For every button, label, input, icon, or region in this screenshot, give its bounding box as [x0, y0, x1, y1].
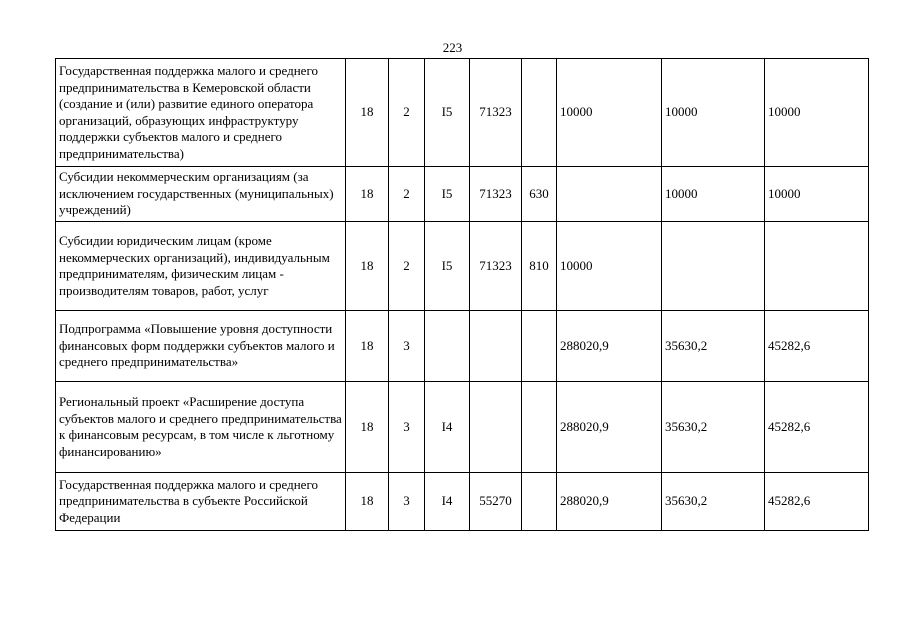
- value-cell: [662, 222, 765, 311]
- code-cell: 630: [522, 167, 557, 222]
- value-cell: 10000: [765, 167, 869, 222]
- code-cell: I5: [425, 59, 470, 167]
- value-cell: 10000: [765, 59, 869, 167]
- value-cell: 288020,9: [557, 473, 662, 531]
- table-row: [56, 473, 869, 531]
- code-cell: I5: [425, 222, 470, 311]
- row-name-cell: Субсидии юридическим лицам (кроме некоммерческих организаций), индивидуальным предпринимателям, физическим лицам - производителям товаров, работ, услуг: [56, 222, 346, 311]
- row-name-cell: Субсидии некоммерческим организациям (за исключением государственных (муниципальных) учреждений): [56, 167, 346, 222]
- table-row: [56, 222, 869, 311]
- code-cell: I5: [425, 167, 470, 222]
- code-cell: 71323: [470, 222, 522, 311]
- row-name-cell: Государственная поддержка малого и среднего предпринимательства в субъекте Российской Федерации: [56, 473, 346, 531]
- code-cell: [470, 382, 522, 473]
- code-cell: 71323: [470, 167, 522, 222]
- code-cell: 3: [389, 382, 425, 473]
- code-cell: 2: [389, 167, 425, 222]
- table-row: [56, 382, 869, 473]
- table-row: [56, 59, 869, 167]
- code-cell: 55270: [470, 473, 522, 531]
- value-cell: 45282,6: [765, 473, 869, 531]
- code-cell: 18: [346, 167, 389, 222]
- row-name-cell: Подпрограмма «Повышение уровня доступности финансовых форм поддержки субъектов малого и среднего предпринимательства»: [56, 311, 346, 382]
- code-cell: 18: [346, 59, 389, 167]
- page-number: 223: [442, 40, 463, 55]
- value-cell: [557, 167, 662, 222]
- code-cell: I4: [425, 473, 470, 531]
- value-cell: 35630,2: [662, 473, 765, 531]
- value-cell: 288020,9: [557, 311, 662, 382]
- value-cell: 10000: [662, 167, 765, 222]
- value-cell: 288020,9: [557, 382, 662, 473]
- value-cell: 45282,6: [765, 311, 869, 382]
- code-cell: 3: [389, 311, 425, 382]
- row-name-cell: Региональный проект «Расширение доступа субъектов малого и среднего предпринимательства к финансовым ресурсам, в том числе к льготному финансированию»: [56, 382, 346, 473]
- code-cell: I4: [425, 382, 470, 473]
- code-cell: [470, 311, 522, 382]
- row-name-cell: Государственная поддержка малого и среднего предпринимательства в Кемеровской области (создание и (или) развитие единого оператора организаций, образующих инфраструктуру поддержки субъектов малого и среднего предпринимательства): [56, 59, 346, 167]
- code-cell: [522, 311, 557, 382]
- value-cell: 10000: [557, 59, 662, 167]
- code-cell: [425, 311, 470, 382]
- table-row: [56, 167, 869, 222]
- value-cell: 45282,6: [765, 382, 869, 473]
- code-cell: [522, 59, 557, 167]
- value-cell: [765, 222, 869, 311]
- value-cell: 10000: [662, 59, 765, 167]
- code-cell: 810: [522, 222, 557, 311]
- code-cell: [522, 382, 557, 473]
- value-cell: 35630,2: [662, 311, 765, 382]
- value-cell: 10000: [557, 222, 662, 311]
- code-cell: 71323: [470, 59, 522, 167]
- code-cell: 2: [389, 222, 425, 311]
- code-cell: [522, 473, 557, 531]
- value-cell: 35630,2: [662, 382, 765, 473]
- code-cell: 18: [346, 222, 389, 311]
- code-cell: 3: [389, 473, 425, 531]
- code-cell: 2: [389, 59, 425, 167]
- code-cell: 18: [346, 311, 389, 382]
- code-cell: 18: [346, 473, 389, 531]
- code-cell: 18: [346, 382, 389, 473]
- table-row: [56, 311, 869, 382]
- budget-table: [55, 58, 869, 531]
